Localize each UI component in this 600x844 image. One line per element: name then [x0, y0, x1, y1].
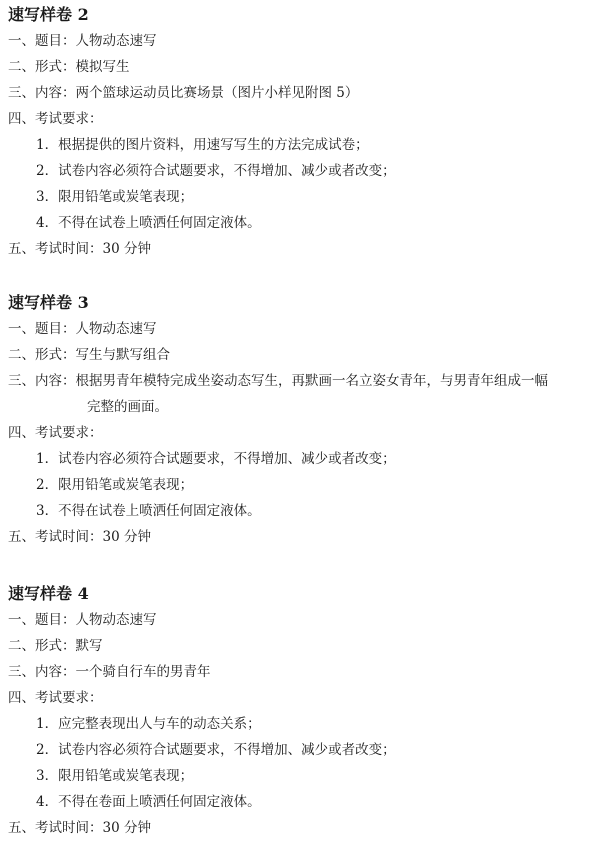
question-format: 二、形式：默写 — [8, 638, 103, 654]
question-content: 三、内容：根据男青年模特完成坐姿动态写生，再默画一名立姿女青年，与男青年组成一幅 — [8, 373, 548, 389]
paper-title: 速写样卷 3 — [8, 293, 89, 312]
requirement-item: 3．限用铅笔或炭笔表现； — [36, 189, 194, 205]
requirement-item: 1．试卷内容必须符合试题要求，不得增加、减少或者改变； — [36, 451, 396, 467]
requirement-item: 3．限用铅笔或炭笔表现； — [36, 768, 194, 784]
paper-3-section — [0, 290, 600, 550]
question-topic: 一、题目：人物动态速写 — [8, 612, 157, 628]
paper-2-section — [0, 2, 600, 262]
requirement-item: 4．不得在试卷上喷洒任何固定液体。 — [36, 215, 261, 231]
paper-4-section — [0, 581, 600, 841]
exam-time: 五、考试时间：30 分钟 — [8, 529, 151, 545]
question-content: 三、内容：一个骑自行车的男青年 — [8, 664, 211, 680]
question-format: 二、形式：写生与默写组合 — [8, 347, 170, 363]
requirement-item: 1．根据提供的图片资料，用速写写生的方法完成试卷； — [36, 137, 369, 153]
exam-requirements-heading: 四、考试要求： — [8, 111, 103, 127]
requirement-item: 4．不得在卷面上喷洒任何固定液体。 — [36, 794, 261, 810]
exam-requirements-heading: 四、考试要求： — [8, 425, 103, 441]
exam-time: 五、考试时间：30 分钟 — [8, 820, 151, 836]
requirement-item: 2．试卷内容必须符合试题要求，不得增加、减少或者改变； — [36, 742, 396, 758]
paper-title: 速写样卷 4 — [8, 584, 89, 603]
requirement-item: 2．限用铅笔或炭笔表现； — [36, 477, 194, 493]
question-format: 二、形式：模拟写生 — [8, 59, 130, 75]
exam-requirements-heading: 四、考试要求： — [8, 690, 103, 706]
requirement-item: 3．不得在试卷上喷洒任何固定液体。 — [36, 503, 261, 519]
question-topic: 一、题目：人物动态速写 — [8, 33, 157, 49]
question-topic: 一、题目：人物动态速写 — [8, 321, 157, 337]
question-content-continued: 完整的画面。 — [87, 399, 168, 415]
question-content: 三、内容：两个篮球运动员比赛场景（图片小样见附图 5） — [8, 85, 359, 101]
requirement-item: 1．应完整表现出人与车的动态关系； — [36, 716, 261, 732]
exam-time: 五、考试时间：30 分钟 — [8, 241, 151, 257]
paper-title: 速写样卷 2 — [8, 5, 89, 24]
requirement-item: 2．试卷内容必须符合试题要求，不得增加、减少或者改变； — [36, 163, 396, 179]
